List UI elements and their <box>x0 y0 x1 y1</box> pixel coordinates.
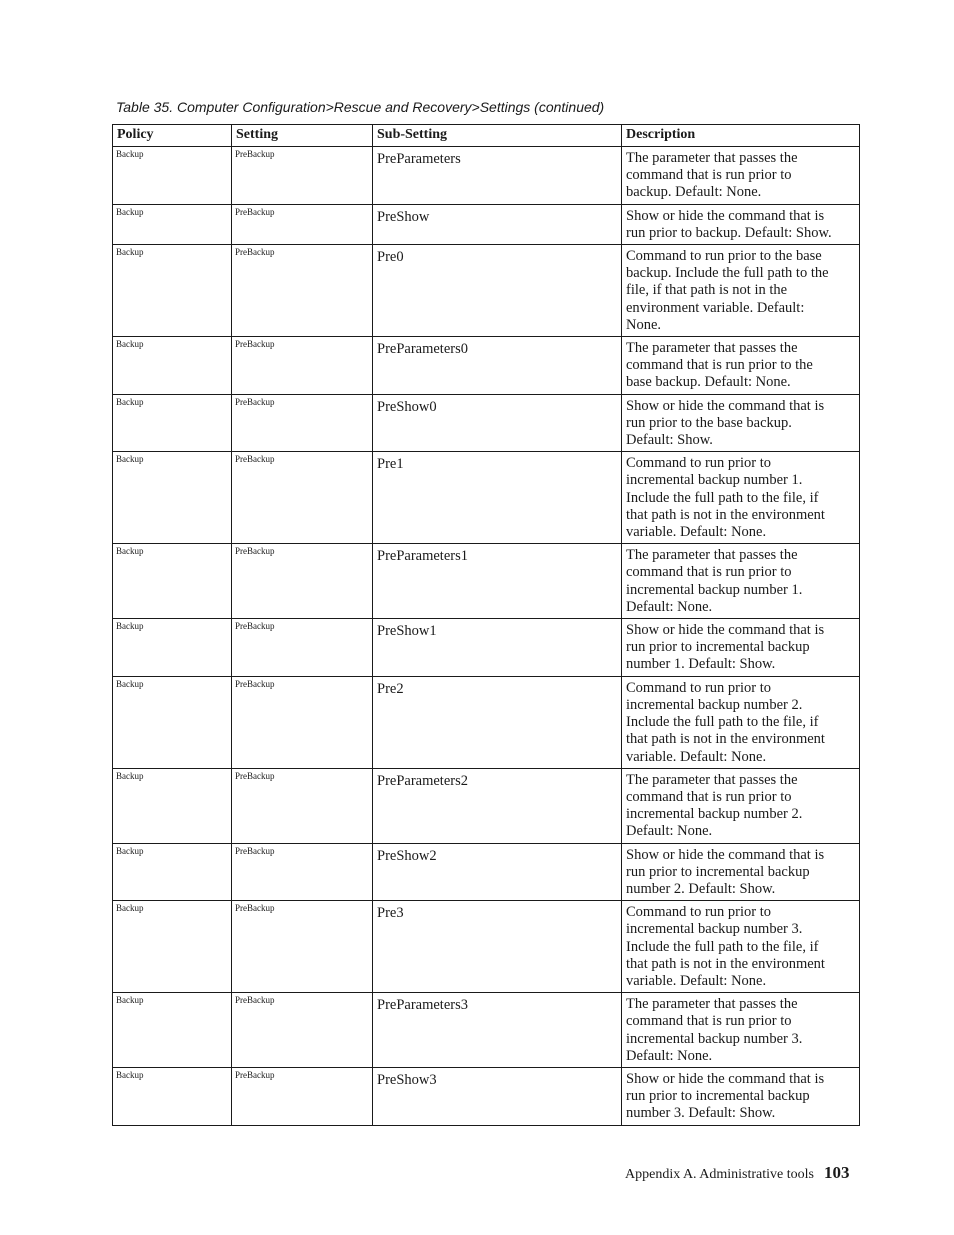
description-line: Default: None. <box>626 598 713 615</box>
description-line: incremental backup number 3. <box>626 921 803 938</box>
policy-cell: Backup <box>113 394 232 452</box>
setting-cell: PreBackup <box>232 843 373 901</box>
description-line: Default: Show. <box>626 432 713 449</box>
description-line: number 3. Default: Show. <box>626 1105 776 1122</box>
sub-setting-cell: PreShow3 <box>373 1067 622 1125</box>
page-footer <box>625 1163 850 1183</box>
description-line: Show or hide the command that is <box>626 397 825 414</box>
description-line: Show or hide the command that is <box>626 846 825 863</box>
description-cell <box>622 993 860 1068</box>
description-line: variable. Default: None. <box>626 524 767 541</box>
description-line: run prior to incremental backup <box>626 863 810 880</box>
table-row <box>113 993 860 1068</box>
description-line: Command to run prior to <box>626 455 771 472</box>
footer-text: Appendix A. Administrative tools <box>625 1167 814 1182</box>
sub-setting-cell: PreParameters2 <box>373 768 622 843</box>
sub-setting-cell: PreParameters0 <box>373 337 622 395</box>
description-line: that path is not in the environment <box>626 506 825 523</box>
description-cell <box>622 619 860 677</box>
setting-cell: PreBackup <box>232 394 373 452</box>
table-row <box>113 901 860 993</box>
table-header-row <box>113 125 860 147</box>
description-cell <box>622 204 860 244</box>
description-line: The parameter that passes the <box>626 771 798 788</box>
policy-cell: Backup <box>113 993 232 1068</box>
table-row <box>113 843 860 901</box>
table-row <box>113 768 860 843</box>
table-row <box>113 245 860 337</box>
description-line: run prior to backup. Default: Show. <box>626 224 832 241</box>
description-line: command that is run prior to the <box>626 357 813 374</box>
description-line: file, if that path is not in the <box>626 282 788 299</box>
table-row <box>113 544 860 619</box>
setting-cell: PreBackup <box>232 337 373 395</box>
policy-cell: Backup <box>113 676 232 768</box>
sub-setting-cell: PreShow0 <box>373 394 622 452</box>
header-setting: Setting <box>232 125 373 147</box>
description-line: number 2. Default: Show. <box>626 880 776 897</box>
sub-setting-cell: PreShow2 <box>373 843 622 901</box>
sub-setting-cell: PreParameters <box>373 147 622 205</box>
table-row <box>113 619 860 677</box>
description-line: The parameter that passes the <box>626 340 798 357</box>
description-line: Command to run prior to <box>626 679 771 696</box>
description-line: backup. Default: None. <box>626 184 762 201</box>
description-line: Default: None. <box>626 1047 713 1064</box>
sub-setting-cell: PreParameters1 <box>373 544 622 619</box>
description-line: command that is run prior to <box>626 1013 792 1030</box>
description-line: Show or hide the command that is <box>626 622 825 639</box>
sub-setting-cell: Pre3 <box>373 901 622 993</box>
policy-cell: Backup <box>113 245 232 337</box>
table-row <box>113 676 860 768</box>
description-line: environment variable. Default: <box>626 299 805 316</box>
setting-cell: PreBackup <box>232 452 373 544</box>
sub-setting-cell: Pre2 <box>373 676 622 768</box>
description-line: Command to run prior to the base <box>626 248 822 265</box>
description-line: incremental backup number 2. <box>626 806 803 823</box>
policy-cell: Backup <box>113 204 232 244</box>
table-row <box>113 1067 860 1125</box>
description-cell <box>622 452 860 544</box>
description-line: that path is not in the environment <box>626 955 825 972</box>
page-number: 103 <box>824 1163 850 1182</box>
description-cell <box>622 394 860 452</box>
description-line: The parameter that passes the <box>626 150 798 166</box>
table-row <box>113 204 860 244</box>
policy-cell: Backup <box>113 452 232 544</box>
description-line: that path is not in the environment <box>626 731 825 748</box>
sub-setting-cell: Pre0 <box>373 245 622 337</box>
setting-cell: PreBackup <box>232 993 373 1068</box>
description-line: Show or hide the command that is <box>626 207 825 224</box>
header-sub-setting: Sub-Setting <box>373 125 622 147</box>
description-line: run prior to incremental backup <box>626 639 810 656</box>
description-line: None. <box>626 316 662 333</box>
description-line: variable. Default: None. <box>626 748 767 765</box>
header-description: Description <box>622 125 860 147</box>
description-line: The parameter that passes the <box>626 996 798 1013</box>
description-line: The parameter that passes the <box>626 547 798 564</box>
description-line: incremental backup number 1. <box>626 472 803 489</box>
setting-cell: PreBackup <box>232 619 373 677</box>
sub-setting-cell: PreParameters3 <box>373 993 622 1068</box>
setting-cell: PreBackup <box>232 204 373 244</box>
setting-cell: PreBackup <box>232 676 373 768</box>
description-line: number 1. Default: Show. <box>626 656 776 673</box>
policy-cell: Backup <box>113 544 232 619</box>
policy-cell: Backup <box>113 843 232 901</box>
settings-table <box>112 124 860 1126</box>
policy-cell: Backup <box>113 337 232 395</box>
description-line: command that is run prior to <box>626 788 792 805</box>
policy-cell: Backup <box>113 147 232 205</box>
description-line: Include the full path to the file, if <box>626 714 819 731</box>
table-row <box>113 147 860 205</box>
policy-cell: Backup <box>113 768 232 843</box>
table-row <box>113 394 860 452</box>
description-cell <box>622 676 860 768</box>
description-line: base backup. Default: None. <box>626 374 791 391</box>
description-line: Default: None. <box>626 823 713 840</box>
setting-cell: PreBackup <box>232 245 373 337</box>
policy-cell: Backup <box>113 1067 232 1125</box>
description-line: backup. Include the full path to the <box>626 265 829 282</box>
setting-cell: PreBackup <box>232 901 373 993</box>
description-cell <box>622 1067 860 1125</box>
description-line: run prior to the base backup. <box>626 414 792 431</box>
description-line: Show or hide the command that is <box>626 1070 825 1087</box>
description-cell <box>622 901 860 993</box>
description-line: Include the full path to the file, if <box>626 938 819 955</box>
sub-setting-cell: Pre1 <box>373 452 622 544</box>
header-policy: Policy <box>113 125 232 147</box>
description-cell <box>622 544 860 619</box>
description-cell <box>622 337 860 395</box>
description-line: variable. Default: None. <box>626 972 767 989</box>
description-line: command that is run prior to <box>626 167 792 184</box>
description-cell <box>622 245 860 337</box>
setting-cell: PreBackup <box>232 147 373 205</box>
setting-cell: PreBackup <box>232 1067 373 1125</box>
table-row <box>113 452 860 544</box>
sub-setting-cell: PreShow1 <box>373 619 622 677</box>
policy-cell: Backup <box>113 619 232 677</box>
description-line: incremental backup number 3. <box>626 1030 803 1047</box>
description-cell <box>622 768 860 843</box>
description-line: incremental backup number 1. <box>626 581 803 598</box>
description-line: incremental backup number 2. <box>626 696 803 713</box>
setting-cell: PreBackup <box>232 768 373 843</box>
description-line: Include the full path to the file, if <box>626 489 819 506</box>
description-line: Command to run prior to <box>626 904 771 921</box>
sub-setting-cell: PreShow <box>373 204 622 244</box>
description-cell <box>622 843 860 901</box>
description-cell <box>622 147 860 205</box>
description-line: run prior to incremental backup <box>626 1088 810 1105</box>
description-line: command that is run prior to <box>626 564 792 581</box>
setting-cell: PreBackup <box>232 544 373 619</box>
policy-cell: Backup <box>113 901 232 993</box>
table-row <box>113 337 860 395</box>
table-caption: Table 35. Computer Configuration>Rescue and Recovery>Settings (continued) <box>116 99 605 115</box>
